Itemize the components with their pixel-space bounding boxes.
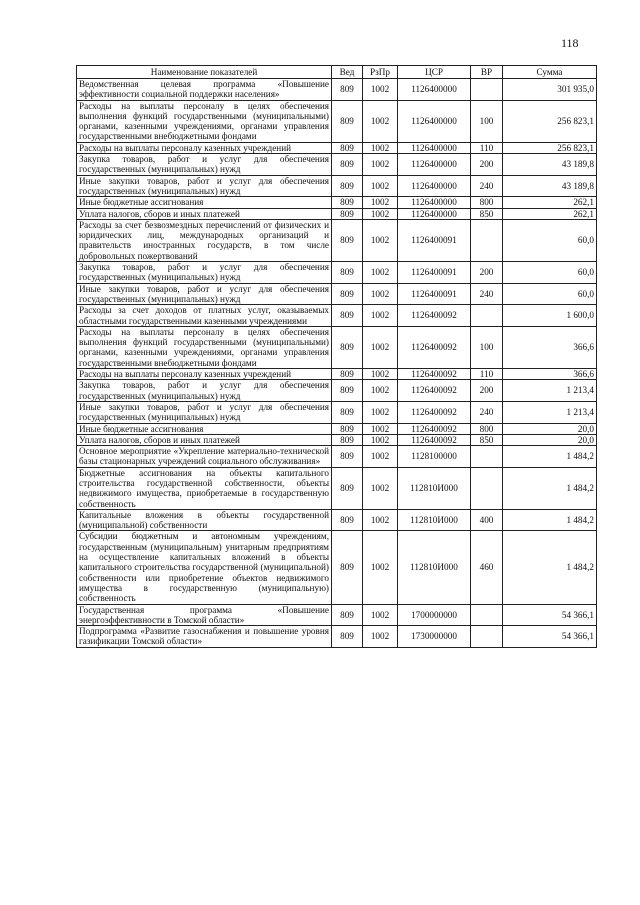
- row-sum: 1 484,2: [503, 531, 597, 604]
- row-vr: 240: [471, 401, 503, 423]
- row-rzpr: 1002: [363, 208, 398, 219]
- row-vr: [471, 219, 503, 261]
- row-csr: 1126400092: [398, 369, 471, 380]
- row-ved: 809: [332, 142, 363, 153]
- table-row: [77, 219, 597, 261]
- row-sum: 1 600,0: [503, 305, 597, 327]
- row-csr: 1126400092: [398, 380, 471, 402]
- table-row: [77, 79, 597, 101]
- table-row: [77, 283, 597, 305]
- row-rzpr: 1002: [363, 326, 398, 368]
- row-sum: 60,0: [503, 262, 597, 284]
- row-vr: 240: [471, 283, 503, 305]
- row-sum: 43 189,8: [503, 154, 597, 176]
- row-vr: 200: [471, 380, 503, 402]
- row-ved: 809: [332, 262, 363, 284]
- header-csr: ЦСР: [398, 66, 471, 79]
- table-row: [77, 446, 597, 468]
- row-vr: 200: [471, 262, 503, 284]
- row-vr: 110: [471, 369, 503, 380]
- table-row: [77, 369, 597, 380]
- row-csr: 1730000000: [398, 626, 471, 648]
- row-ved: 809: [332, 369, 363, 380]
- row-vr: 400: [471, 509, 503, 531]
- row-name: Иные бюджетные ассигнования: [77, 423, 332, 434]
- row-rzpr: 1002: [363, 604, 398, 626]
- row-rzpr: 1002: [363, 423, 398, 434]
- table-header-row: [77, 66, 597, 79]
- row-sum: 262,1: [503, 208, 597, 219]
- row-ved: 809: [332, 509, 363, 531]
- row-ved: 809: [332, 467, 363, 509]
- row-ved: 809: [332, 326, 363, 368]
- row-sum: 60,0: [503, 219, 597, 261]
- row-csr: 112810И000: [398, 467, 471, 509]
- row-csr: 1126400092: [398, 434, 471, 445]
- row-csr: 1126400000: [398, 197, 471, 208]
- row-csr: 1126400092: [398, 305, 471, 327]
- row-vr: [471, 626, 503, 648]
- row-name: Подпрограмма «Развитие газоснабжения и повышение уровня газификации Томской области»: [77, 626, 332, 648]
- row-name: Государственная программа «Повышение энергоэффективности в Томской области»: [77, 604, 332, 626]
- row-ved: 809: [332, 446, 363, 468]
- row-csr: 1126400091: [398, 262, 471, 284]
- table-row: [77, 142, 597, 153]
- row-vr: 110: [471, 142, 503, 153]
- table-row: [77, 197, 597, 208]
- row-name: Иные бюджетные ассигнования: [77, 197, 332, 208]
- table-row: [77, 401, 597, 423]
- row-name: Расходы на выплаты персоналу казенных учреждений: [77, 369, 332, 380]
- table-row: [77, 604, 597, 626]
- table-row: [77, 626, 597, 648]
- row-sum: 256 823,1: [503, 100, 597, 142]
- row-ved: 809: [332, 401, 363, 423]
- table-row: [77, 434, 597, 445]
- row-sum: 54 366,1: [503, 626, 597, 648]
- row-sum: 301 935,0: [503, 79, 597, 101]
- row-sum: 256 823,1: [503, 142, 597, 153]
- row-name: Уплата налогов, сборов и иных платежей: [77, 434, 332, 445]
- row-vr: 800: [471, 423, 503, 434]
- row-sum: 366,6: [503, 369, 597, 380]
- row-name: Расходы за счет безвозмездных перечислений от физических и юридических лиц, международных организаций и правительств иностранных государств, в том числе добровольных пожертвований: [77, 219, 332, 261]
- row-rzpr: 1002: [363, 142, 398, 153]
- row-rzpr: 1002: [363, 262, 398, 284]
- table-row: [77, 380, 597, 402]
- row-vr: [471, 604, 503, 626]
- row-ved: 809: [332, 219, 363, 261]
- row-csr: 112810И000: [398, 531, 471, 604]
- row-ved: 809: [332, 283, 363, 305]
- row-name: Закупка товаров, работ и услуг для обеспечения государственных (муниципальных) нужд: [77, 380, 332, 402]
- row-rzpr: 1002: [363, 305, 398, 327]
- row-vr: 200: [471, 154, 503, 176]
- row-csr: 1126400092: [398, 326, 471, 368]
- row-sum: 20,0: [503, 434, 597, 445]
- row-rzpr: 1002: [363, 369, 398, 380]
- row-csr: 1700000000: [398, 604, 471, 626]
- row-ved: 809: [332, 604, 363, 626]
- table-row: [77, 423, 597, 434]
- row-csr: 1126400000: [398, 100, 471, 142]
- row-rzpr: 1002: [363, 467, 398, 509]
- row-rzpr: 1002: [363, 401, 398, 423]
- row-ved: 809: [332, 626, 363, 648]
- row-csr: 1126400091: [398, 283, 471, 305]
- row-ved: 809: [332, 100, 363, 142]
- row-vr: [471, 446, 503, 468]
- table-row: [77, 467, 597, 509]
- row-sum: 262,1: [503, 197, 597, 208]
- page-number: 118: [561, 36, 579, 50]
- row-rzpr: 1002: [363, 154, 398, 176]
- row-name: Иные закупки товаров, работ и услуг для обеспечения государственных (муниципальных) нужд: [77, 401, 332, 423]
- row-sum: 1 213,4: [503, 401, 597, 423]
- row-vr: [471, 467, 503, 509]
- row-ved: 809: [332, 305, 363, 327]
- row-ved: 809: [332, 208, 363, 219]
- row-name: Субсидии бюджетным и автономным учреждениям, государственным (муниципальным) унитарным предприятиям на осуществление капитальных вложений в объекты капитального строительства государственной (муниципальной) собственности или приобретение объектов недвижимого имущества в государственную (муниципальную) собственность: [77, 531, 332, 604]
- table-row: [77, 262, 597, 284]
- row-csr: 1126400000: [398, 142, 471, 153]
- table-row: [77, 175, 597, 197]
- row-name: Иные закупки товаров, работ и услуг для обеспечения государственных (муниципальных) нужд: [77, 175, 332, 197]
- table-row: [77, 326, 597, 368]
- row-sum: 54 366,1: [503, 604, 597, 626]
- row-rzpr: 1002: [363, 283, 398, 305]
- row-vr: 850: [471, 434, 503, 445]
- row-ved: 809: [332, 154, 363, 176]
- row-ved: 809: [332, 423, 363, 434]
- row-vr: [471, 79, 503, 101]
- header-rzpr: РзПр: [363, 66, 398, 79]
- row-csr: 1126400000: [398, 79, 471, 101]
- budget-table: [76, 65, 597, 648]
- row-csr: 1126400000: [398, 154, 471, 176]
- row-csr: 1128100000: [398, 446, 471, 468]
- row-rzpr: 1002: [363, 79, 398, 101]
- row-sum: 1 484,2: [503, 467, 597, 509]
- row-vr: 240: [471, 175, 503, 197]
- table-row: [77, 531, 597, 604]
- row-csr: 1126400000: [398, 175, 471, 197]
- row-rzpr: 1002: [363, 197, 398, 208]
- header-vr: ВР: [471, 66, 503, 79]
- row-name: Ведомственная целевая программа «Повышение эффективности социальной поддержки населения»: [77, 79, 332, 101]
- header-name: Наименование показателей: [77, 66, 332, 79]
- row-name: Расходы на выплаты персоналу в целях обеспечения выполнения функций государственными (муниципальными) органами, казенными учреждениями, органами управления государственными внебюджетными фондами: [77, 326, 332, 368]
- row-rzpr: 1002: [363, 380, 398, 402]
- row-sum: 43 189,8: [503, 175, 597, 197]
- row-vr: 800: [471, 197, 503, 208]
- row-vr: 100: [471, 100, 503, 142]
- row-name: Уплата налогов, сборов и иных платежей: [77, 208, 332, 219]
- row-name: Расходы на выплаты персоналу казенных учреждений: [77, 142, 332, 153]
- row-vr: 100: [471, 326, 503, 368]
- row-sum: 60,0: [503, 283, 597, 305]
- row-sum: 1 213,4: [503, 380, 597, 402]
- row-ved: 809: [332, 197, 363, 208]
- row-ved: 809: [332, 175, 363, 197]
- row-vr: [471, 305, 503, 327]
- row-ved: 809: [332, 434, 363, 445]
- row-sum: 20,0: [503, 423, 597, 434]
- row-rzpr: 1002: [363, 434, 398, 445]
- row-name: Расходы за счет доходов от платных услуг, оказываемых областными государственными казенными учреждениями: [77, 305, 332, 327]
- row-rzpr: 1002: [363, 175, 398, 197]
- table-row: [77, 305, 597, 327]
- header-ved: Вед: [332, 66, 363, 79]
- table-row: [77, 100, 597, 142]
- row-name: Расходы на выплаты персоналу в целях обеспечения выполнения функций государственными (муниципальными) органами, казенными учреждениями, органами управления государственными внебюджетными фондами: [77, 100, 332, 142]
- row-ved: 809: [332, 380, 363, 402]
- row-rzpr: 1002: [363, 626, 398, 648]
- row-name: Бюджетные ассигнования на объекты капитального строительства государственной собственности, объекты недвижимого имущества, приобретаемые в государственную собственность: [77, 467, 332, 509]
- row-ved: 809: [332, 531, 363, 604]
- row-csr: 112810И000: [398, 509, 471, 531]
- header-sum: Сумма: [503, 66, 597, 79]
- row-csr: 1126400092: [398, 401, 471, 423]
- row-name: Капитальные вложения в объекты государственной (муниципальной) собственности: [77, 509, 332, 531]
- row-name: Основное мероприятие «Укрепление материально-технической базы стационарных учреждений социального обслуживания»: [77, 446, 332, 468]
- row-csr: 1126400091: [398, 219, 471, 261]
- row-ved: 809: [332, 79, 363, 101]
- table-row: [77, 509, 597, 531]
- row-vr: 850: [471, 208, 503, 219]
- row-rzpr: 1002: [363, 100, 398, 142]
- row-sum: 1 484,2: [503, 446, 597, 468]
- row-sum: 1 484,2: [503, 509, 597, 531]
- table-row: [77, 208, 597, 219]
- row-name: Иные закупки товаров, работ и услуг для обеспечения государственных (муниципальных) нужд: [77, 283, 332, 305]
- row-rzpr: 1002: [363, 531, 398, 604]
- row-csr: 1126400000: [398, 208, 471, 219]
- table-body: [77, 79, 597, 648]
- row-csr: 1126400092: [398, 423, 471, 434]
- table-row: [77, 154, 597, 176]
- row-rzpr: 1002: [363, 446, 398, 468]
- row-rzpr: 1002: [363, 219, 398, 261]
- row-name: Закупка товаров, работ и услуг для обеспечения государственных (муниципальных) нужд: [77, 262, 332, 284]
- row-name: Закупка товаров, работ и услуг для обеспечения государственных (муниципальных) нужд: [77, 154, 332, 176]
- row-vr: 460: [471, 531, 503, 604]
- row-rzpr: 1002: [363, 509, 398, 531]
- row-sum: 366,6: [503, 326, 597, 368]
